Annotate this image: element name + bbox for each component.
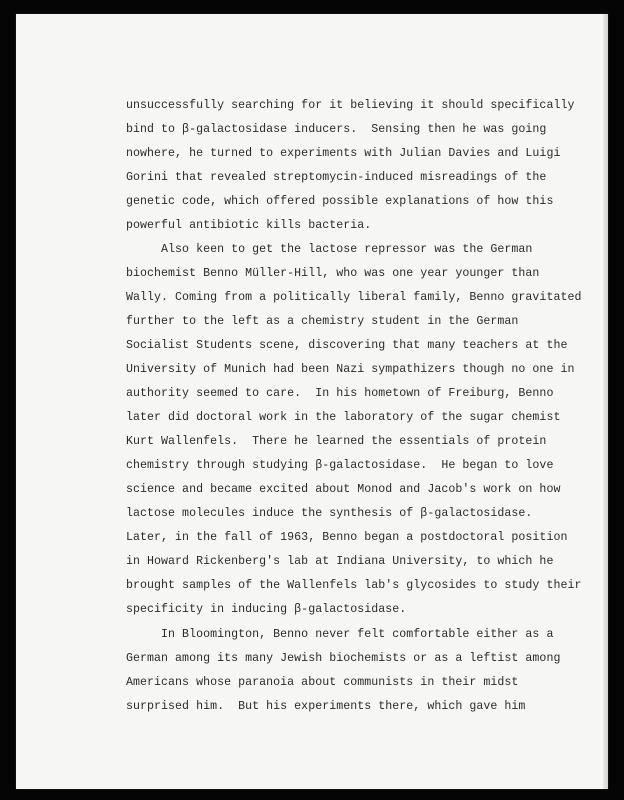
text-line: Wally. Coming from a politically liberal family, Benno gravitated — [126, 291, 582, 304]
text-line: Also keen to get the lactose repressor was the German — [126, 243, 533, 256]
text-line: later did doctoral work in the laboratory of the sugar chemist — [126, 411, 561, 424]
text-line: in Howard Rickenberg's lab at Indiana University, to which he — [126, 555, 554, 568]
text-line: In Bloomington, Benno never felt comfortable either as a — [126, 628, 554, 641]
text-line: German among its many Jewish biochemists or as a leftist among — [126, 652, 561, 665]
text-line: genetic code, which offered possible explanations of how this — [126, 195, 554, 208]
text-line: surprised him. But his experiments there, which gave him — [126, 700, 526, 713]
text-line: powerful antibiotic kills bacteria. — [126, 219, 372, 232]
text-line: Kurt Wallenfels. There he learned the essentials of protein — [126, 435, 547, 448]
text-line: unsuccessfully searching for it believing it should specifically — [126, 99, 575, 112]
text-line: lactose molecules induce the synthesis of β-galactosidase. — [126, 507, 533, 520]
text-line: science and became excited about Monod and Jacob's work on how — [126, 483, 561, 496]
text-line: further to the left as a chemistry student in the German — [126, 315, 519, 328]
paper-edge — [603, 14, 608, 789]
text-line: Later, in the fall of 1963, Benno began a postdoctoral position — [126, 531, 568, 544]
text-line: brought samples of the Wallenfels lab's glycosides to study their — [126, 579, 582, 592]
text-line: authority seemed to care. In his hometown of Freiburg, Benno — [126, 387, 554, 400]
text-line: biochemist Benno Müller-Hill, who was one year younger than — [126, 267, 540, 280]
paper-page — [16, 14, 608, 789]
text-line: Socialist Students scene, discovering that many teachers at the — [126, 339, 568, 352]
text-line: nowhere, he turned to experiments with Julian Davies and Luigi — [126, 147, 561, 160]
text-line: specificity in inducing β-galactosidase. — [126, 603, 407, 616]
text-line: Americans whose paranoia about communists in their midst — [126, 676, 519, 689]
text-line: Gorini that revealed streptomycin-induced misreadings of the — [126, 171, 547, 184]
text-line: bind to β-galactosidase inducers. Sensing then he was going — [126, 123, 547, 136]
text-line: chemistry through studying β-galactosidase. He began to love — [126, 459, 554, 472]
text-line: University of Munich had been Nazi sympathizers though no one in — [126, 363, 575, 376]
